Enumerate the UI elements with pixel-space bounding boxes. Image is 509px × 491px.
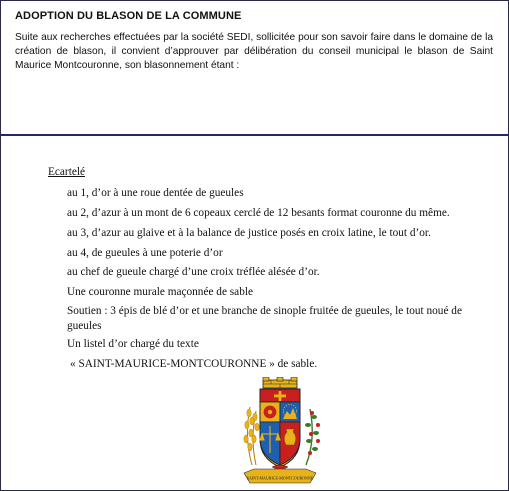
- fruited-branch-icon: [305, 409, 320, 465]
- coat-of-arms-image: [230, 377, 330, 489]
- listel-text: SAINT-MAURICE-MONTCOURONNE: [246, 475, 314, 481]
- blazon-line: Une couronne murale maçonnée de sable: [67, 286, 254, 298]
- blazon-line: Soutien : 3 épis de blé d’or et une branche de sinople fruitée de gueules, le tout noué de gueules: [67, 305, 462, 332]
- listel-banner: [244, 469, 316, 483]
- blazon-line: « SAINT-MAURICE-MONTCOURONNE » de sable.: [70, 358, 318, 370]
- blazon-line: au 4, de gueules à une poterie d’or: [67, 247, 223, 259]
- shield-icon: [260, 389, 300, 467]
- document-heading: ADOPTION DU BLASON DE LA COMMUNE: [15, 10, 242, 22]
- blazon-line: Un listel d’or chargé du texte: [67, 338, 199, 350]
- intro-paragraph: Suite aux recherches effectuées par la société SEDI, sollicitée pour son savoir faire dans le domaine de la création de blason, il convient d’approuver par délibération du conseil municipal le blason de Saint Maurice Montcouronne, son blasonnement étant :: [15, 32, 493, 71]
- mural-crown-icon: [263, 377, 297, 388]
- wheat-icon: [244, 407, 259, 465]
- section-divider: [1, 134, 508, 136]
- blazon-line: au chef de gueule chargé d’une croix tréflée alésée d’or.: [67, 266, 320, 278]
- blazon-line: au 2, d’azur à un mont de 6 copeaux cerclé de 12 besants format couronne du même.: [67, 207, 450, 219]
- blazon-line: au 1, d’or à une roue dentée de gueules: [67, 187, 244, 199]
- blazon-line: au 3, d’azur au glaive et à la balance de justice posés en croix latine, le tout d’or.: [67, 227, 431, 239]
- blazon-title: Ecartelé: [48, 166, 85, 178]
